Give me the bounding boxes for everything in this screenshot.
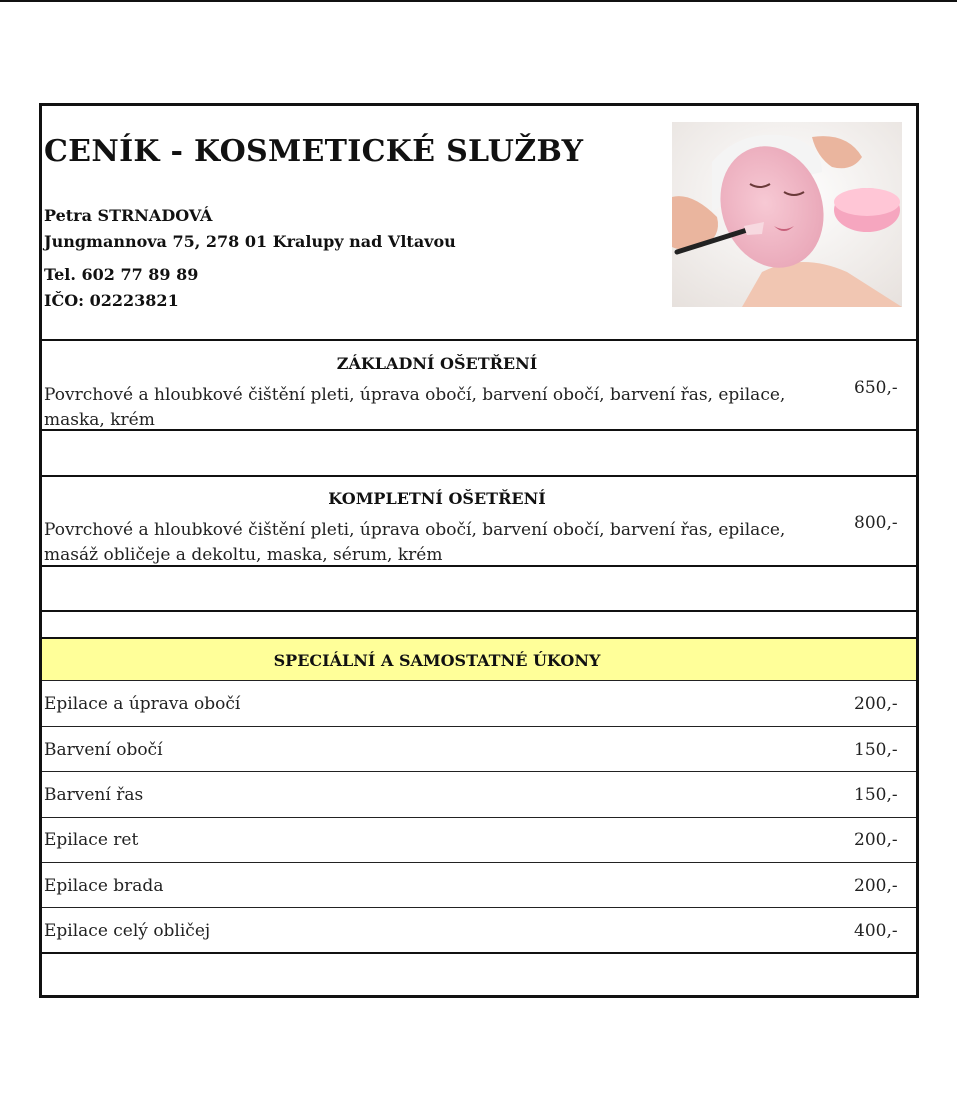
facial-mask-photo bbox=[672, 122, 902, 307]
list-item-price: 200,- bbox=[854, 876, 898, 896]
top-border-line bbox=[0, 0, 957, 2]
complete-price: 800,- bbox=[854, 513, 898, 533]
owner-name: Petra STRNADOVÁ bbox=[44, 206, 213, 225]
list-item-label: Epilace a úprava obočí bbox=[44, 694, 241, 714]
complete-description-line2: masáž obličeje a dekoltu, maska, sérum, krém bbox=[44, 545, 443, 565]
list-item-price: 200,- bbox=[854, 830, 898, 850]
divider bbox=[42, 771, 916, 772]
basic-price: 650,- bbox=[854, 378, 898, 398]
price-list-sheet bbox=[39, 103, 919, 998]
list-item-price: 150,- bbox=[854, 740, 898, 760]
divider bbox=[42, 339, 916, 341]
list-item-label: Epilace ret bbox=[44, 830, 139, 850]
list-item-price: 200,- bbox=[854, 694, 898, 714]
list-item-label: Barvení obočí bbox=[44, 740, 163, 760]
divider bbox=[42, 817, 916, 818]
list-item-label: Barvení řas bbox=[44, 785, 144, 805]
divider bbox=[42, 952, 916, 954]
company-id: IČO: 02223821 bbox=[44, 291, 179, 310]
divider bbox=[42, 862, 916, 863]
basic-description-line1: Povrchové a hloubkové čištění pleti, úprava obočí, barvení obočí, barvení řas, epilace, bbox=[44, 385, 786, 405]
section-title-complete: KOMPLETNÍ OŠETŘENÍ bbox=[328, 489, 546, 508]
list-item-price: 150,- bbox=[854, 785, 898, 805]
page-title: CENÍK - KOSMETICKÉ SLUŽBY bbox=[44, 134, 584, 169]
divider bbox=[42, 475, 916, 477]
divider bbox=[42, 565, 916, 567]
list-item-label: Epilace celý obličej bbox=[44, 921, 211, 941]
special-section-header bbox=[42, 637, 916, 681]
list-item-label: Epilace brada bbox=[44, 876, 164, 896]
divider bbox=[42, 610, 916, 612]
address: Jungmannova 75, 278 01 Kralupy nad Vltavou bbox=[44, 232, 456, 251]
divider bbox=[42, 907, 916, 908]
complete-description-line1: Povrchové a hloubkové čištění pleti, úprava obočí, barvení obočí, barvení řas, epilace, bbox=[44, 520, 786, 540]
section-title-special: SPECIÁLNÍ A SAMOSTATNÉ ÚKONY bbox=[273, 651, 601, 670]
divider bbox=[42, 429, 916, 431]
list-item-price: 400,- bbox=[854, 921, 898, 941]
basic-description-line2: maska, krém bbox=[44, 410, 155, 430]
phone: Tel. 602 77 89 89 bbox=[44, 265, 199, 284]
section-title-basic: ZÁKLADNÍ OŠETŘENÍ bbox=[336, 354, 538, 373]
divider bbox=[42, 726, 916, 727]
